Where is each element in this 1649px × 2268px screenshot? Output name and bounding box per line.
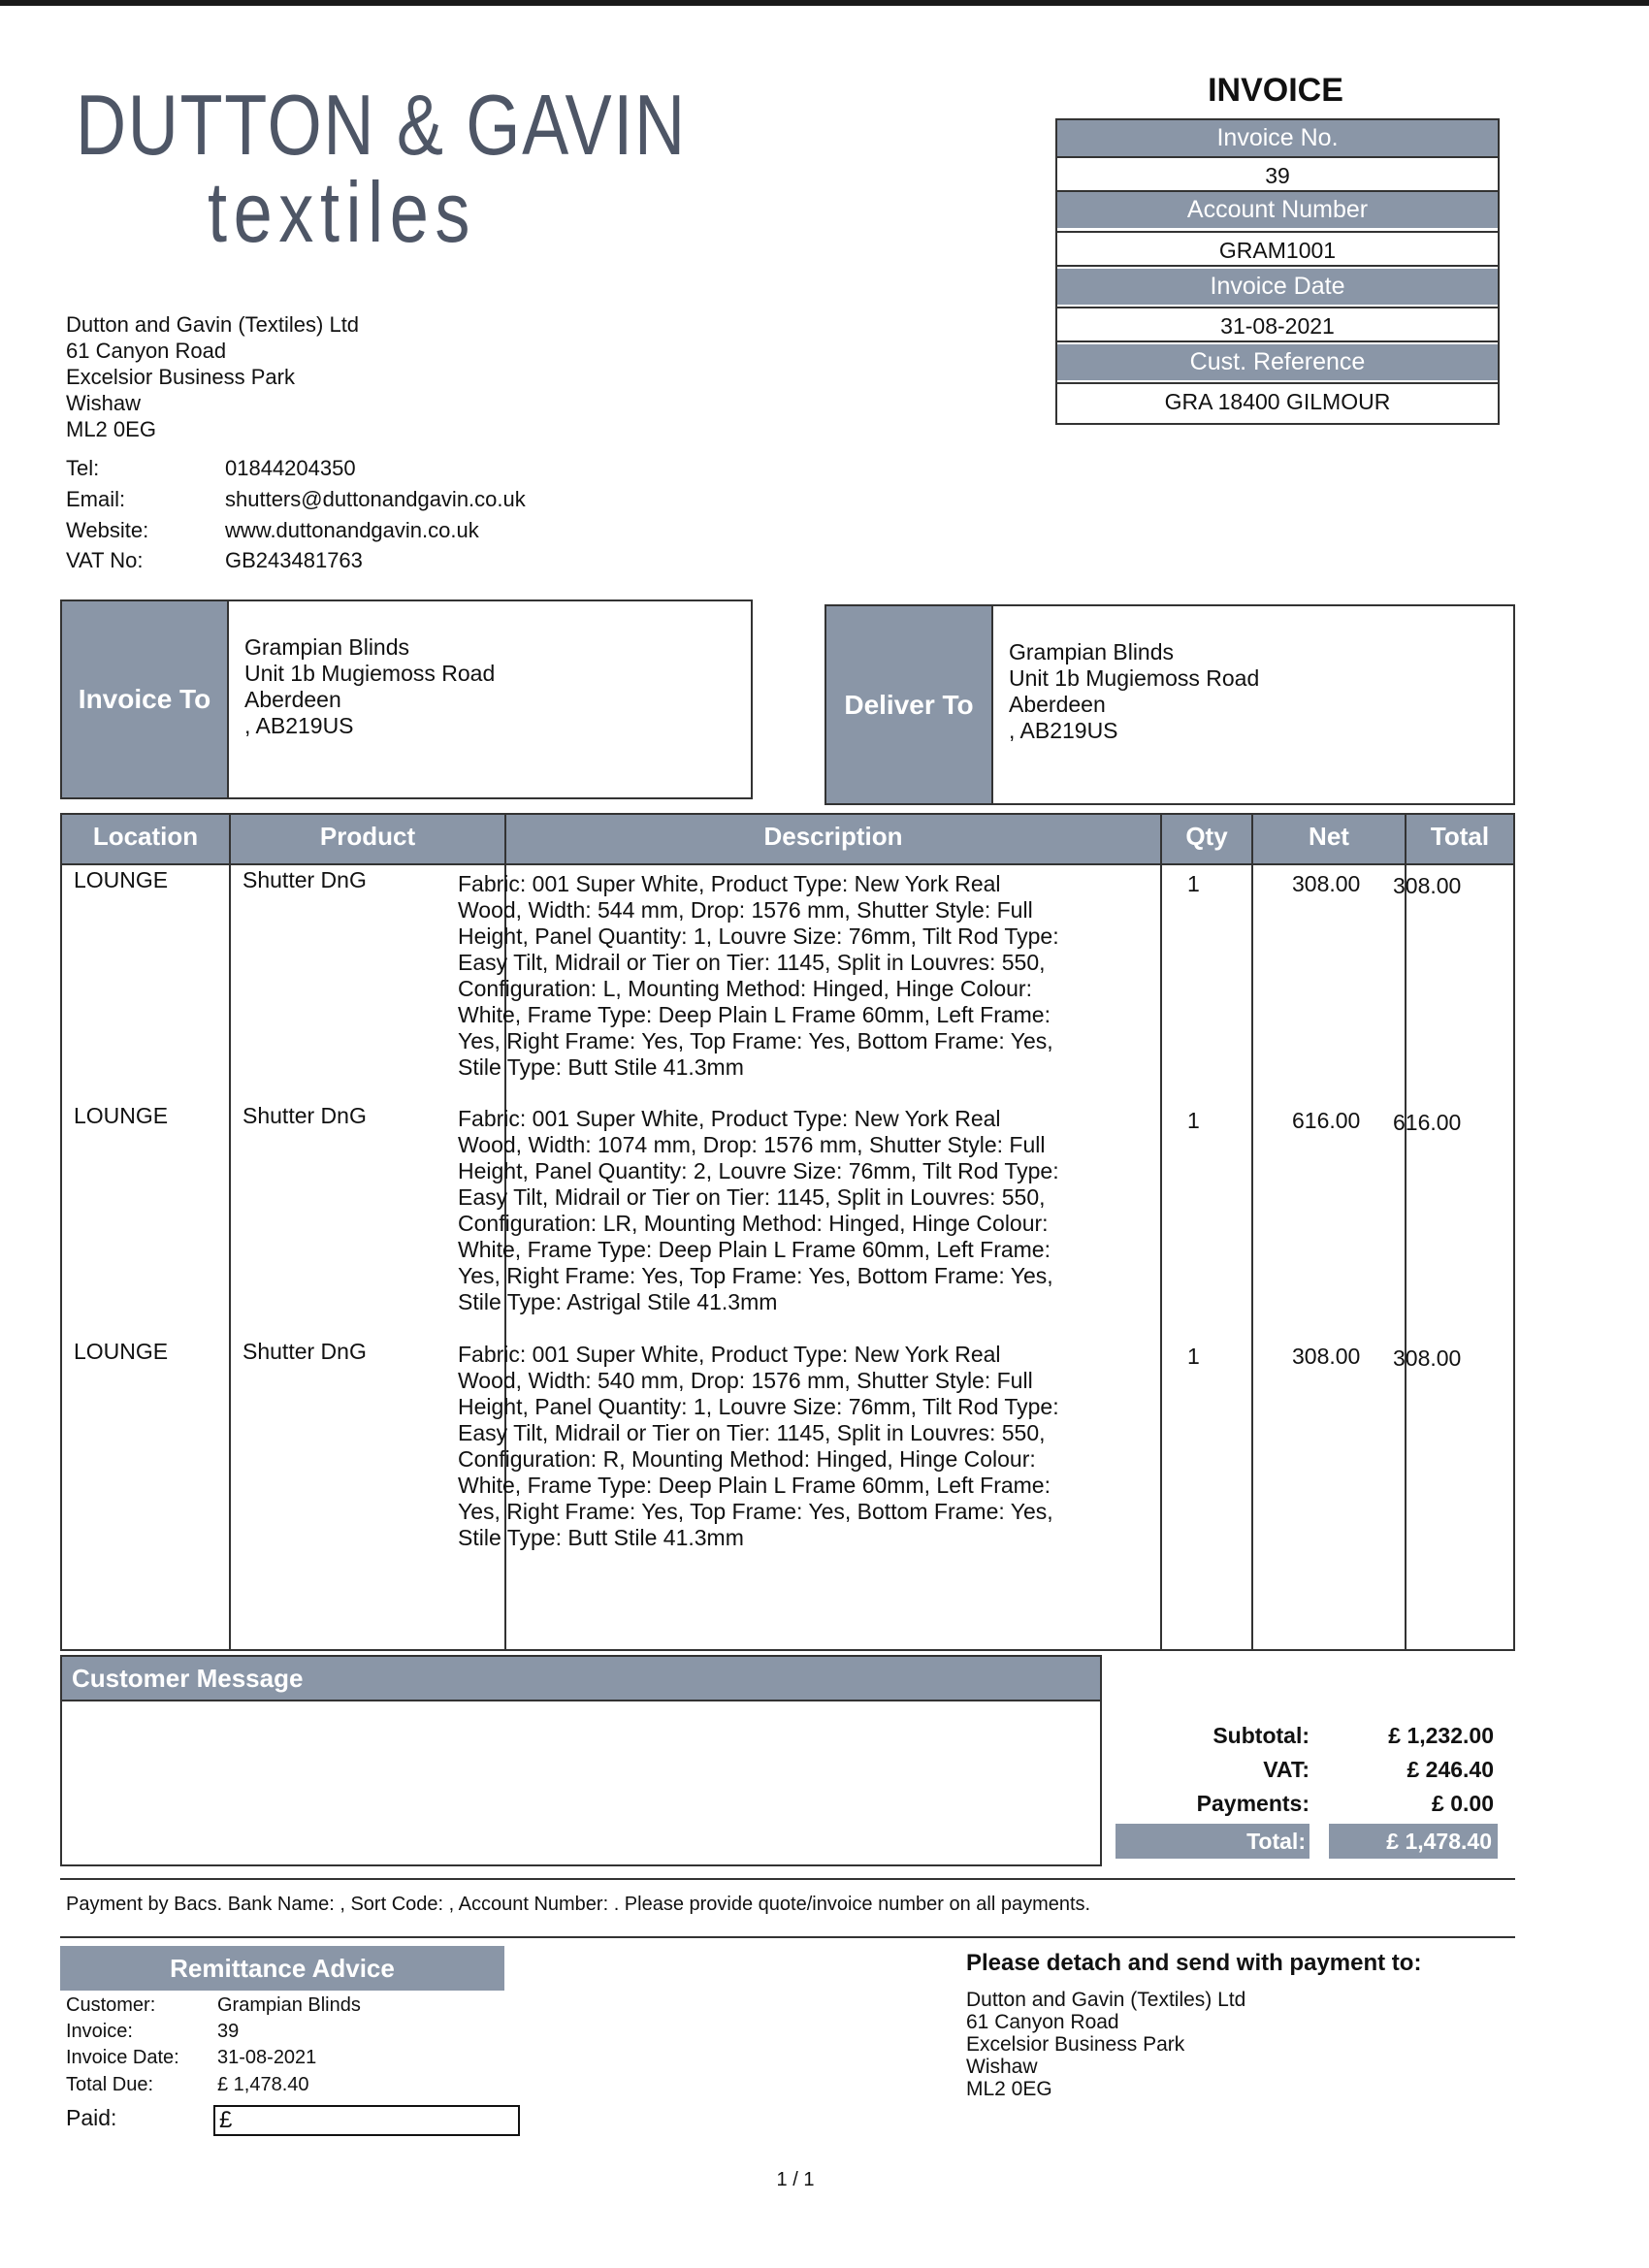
row-description bbox=[458, 1106, 1098, 1315]
vat-value: GB243481763 bbox=[225, 548, 363, 572]
grand-total-label-bar bbox=[1116, 1824, 1310, 1859]
remittance-heading: Remittance Advice bbox=[60, 1946, 504, 1991]
payment-note: Payment by Bacs. Bank Name: , Sort Code: , Account Number: . Please provide quote/invoice number on all payments. bbox=[66, 1894, 1091, 1915]
row-location: LOUNGE bbox=[74, 1339, 169, 1364]
row-qty: 1 bbox=[1187, 1108, 1200, 1133]
remit-date-value: 31-08-2021 bbox=[217, 2047, 317, 2068]
col-header-product: Product bbox=[231, 815, 506, 863]
tel-label: Tel: bbox=[66, 456, 100, 480]
vat-total-label: VAT: bbox=[1263, 1757, 1310, 1782]
detach-heading: Please detach and send with payment to: bbox=[966, 1950, 1422, 1976]
account-number-value: GRAM1001 bbox=[1057, 231, 1498, 267]
row-product: Shutter DnG bbox=[242, 1339, 367, 1364]
description-line: Easy Tilt, Midrail or Tier on Tier: 1145, Split in Louvres: 550, bbox=[458, 1420, 1046, 1445]
vat-total-value: £ 246.40 bbox=[1406, 1757, 1494, 1782]
deliver-to-address bbox=[1009, 639, 1259, 744]
row-qty: 1 bbox=[1187, 1344, 1200, 1369]
col-header-net: Net bbox=[1253, 815, 1406, 863]
grand-total-value: £ 1,478.40 bbox=[1386, 1829, 1492, 1854]
row-net: 308.00 bbox=[1292, 871, 1361, 896]
column-divider bbox=[1251, 815, 1253, 1649]
logo-subtitle: textiles bbox=[208, 164, 477, 260]
remit-total-due-value: £ 1,478.40 bbox=[217, 2074, 309, 2095]
company-postcode: ML2 0EG bbox=[66, 417, 156, 441]
invoice-to-line: , AB219US bbox=[244, 713, 354, 738]
remit-date-label: Invoice Date: bbox=[66, 2047, 179, 2068]
deliver-to-box bbox=[824, 604, 1515, 805]
line-items-table bbox=[60, 813, 1515, 1651]
invoice-to-address bbox=[244, 634, 495, 739]
email-label: Email: bbox=[66, 487, 126, 511]
invoice-to-line: Unit 1b Mugiemoss Road bbox=[244, 661, 496, 686]
col-header-description: Description bbox=[506, 815, 1162, 863]
row-product: Shutter DnG bbox=[242, 1103, 367, 1128]
col-header-location: Location bbox=[62, 815, 231, 863]
column-divider bbox=[229, 815, 231, 1649]
row-total: 308.00 bbox=[1393, 1345, 1462, 1371]
row-description bbox=[458, 1342, 1098, 1551]
invoice-no-value: 39 bbox=[1057, 156, 1498, 192]
description-line: Configuration: R, Mounting Method: Hinged, Hinge Colour: bbox=[458, 1446, 1036, 1472]
row-location: LOUNGE bbox=[74, 1103, 169, 1128]
subtotal-value: £ 1,232.00 bbox=[1388, 1723, 1494, 1748]
detach-address-line: Dutton and Gavin (Textiles) Ltd bbox=[966, 1989, 1246, 2011]
description-line: Stile Type: Butt Stile 41.3mm bbox=[458, 1054, 744, 1080]
grand-total-label: Total: bbox=[1246, 1829, 1306, 1854]
detach-address-line: Wishaw bbox=[966, 2056, 1038, 2078]
column-divider bbox=[1160, 815, 1162, 1649]
website-value[interactable]: www.duttonandgavin.co.uk bbox=[225, 518, 479, 542]
description-line: White, Frame Type: Deep Plain L Frame 60mm, Left Frame: bbox=[458, 1473, 1051, 1498]
logo-wordmark: DUTTON & GAVIN bbox=[76, 77, 687, 173]
cust-reference-label: Cust. Reference bbox=[1057, 344, 1498, 380]
description-line: Stile Type: Astrigal Stile 41.3mm bbox=[458, 1289, 778, 1314]
invoice-to-line: Grampian Blinds bbox=[244, 634, 410, 660]
row-product: Shutter DnG bbox=[242, 867, 367, 892]
deliver-to-line: , AB219US bbox=[1009, 718, 1118, 743]
payments-value: £ 0.00 bbox=[1432, 1791, 1494, 1816]
detach-address-line: ML2 0EG bbox=[966, 2078, 1052, 2100]
remit-customer-label: Customer: bbox=[66, 1994, 156, 2016]
description-line: White, Frame Type: Deep Plain L Frame 60mm, Left Frame: bbox=[458, 1002, 1051, 1027]
invoice-meta-box bbox=[1055, 118, 1500, 425]
paid-amount-field[interactable]: £ bbox=[213, 2105, 520, 2136]
description-line: Easy Tilt, Midrail or Tier on Tier: 1145, Split in Louvres: 550, bbox=[458, 1184, 1046, 1210]
customer-message-box bbox=[60, 1655, 1102, 1866]
description-line: Easy Tilt, Midrail or Tier on Tier: 1145, Split in Louvres: 550, bbox=[458, 950, 1046, 975]
company-town: Wishaw bbox=[66, 391, 142, 415]
detach-address-line: Excelsior Business Park bbox=[966, 2033, 1185, 2056]
row-total: 308.00 bbox=[1393, 873, 1462, 898]
header-divider bbox=[62, 863, 1513, 865]
invoice-date-label: Invoice Date bbox=[1057, 269, 1498, 305]
description-line: Height, Panel Quantity: 1, Louvre Size: 76mm, Tilt Rod Type: bbox=[458, 923, 1059, 949]
description-line: Height, Panel Quantity: 2, Louvre Size: 76mm, Tilt Rod Type: bbox=[458, 1158, 1059, 1183]
row-qty: 1 bbox=[1187, 871, 1200, 896]
col-header-total: Total bbox=[1406, 815, 1513, 863]
description-line: White, Frame Type: Deep Plain L Frame 60mm, Left Frame: bbox=[458, 1237, 1051, 1262]
description-line: Stile Type: Butt Stile 41.3mm bbox=[458, 1525, 744, 1550]
invoice-date-value: 31-08-2021 bbox=[1057, 307, 1498, 342]
invoice-to-tag: Invoice To bbox=[62, 601, 229, 797]
description-line: Configuration: LR, Mounting Method: Hinged, Hinge Colour: bbox=[458, 1211, 1049, 1236]
divider bbox=[60, 1936, 1515, 1938]
description-line: Yes, Right Frame: Yes, Top Frame: Yes, Bottom Frame: Yes, bbox=[458, 1499, 1053, 1524]
remit-invoice-label: Invoice: bbox=[66, 2021, 133, 2042]
divider bbox=[60, 1878, 1515, 1880]
row-net: 308.00 bbox=[1292, 1344, 1361, 1369]
description-line: Fabric: 001 Super White, Product Type: New York Real bbox=[458, 871, 1001, 896]
vat-label: VAT No: bbox=[66, 548, 144, 572]
customer-message-heading: Customer Message bbox=[62, 1657, 1100, 1701]
remit-customer-value: Grampian Blinds bbox=[217, 1994, 361, 2016]
description-line: Wood, Width: 540 mm, Drop: 1576 mm, Shutter Style: Full bbox=[458, 1368, 1033, 1393]
row-location: LOUNGE bbox=[74, 867, 169, 892]
deliver-to-line: Grampian Blinds bbox=[1009, 639, 1175, 664]
description-line: Fabric: 001 Super White, Product Type: New York Real bbox=[458, 1342, 1001, 1367]
row-description bbox=[458, 871, 1098, 1081]
subtotal-label: Subtotal: bbox=[1212, 1723, 1310, 1748]
remit-invoice-value: 39 bbox=[217, 2021, 240, 2042]
invoice-to-line: Aberdeen bbox=[244, 687, 341, 712]
description-line: Wood, Width: 1074 mm, Drop: 1576 mm, Shutter Style: Full bbox=[458, 1132, 1046, 1157]
description-line: Yes, Right Frame: Yes, Top Frame: Yes, Bottom Frame: Yes, bbox=[458, 1263, 1053, 1288]
remit-total-due-label: Total Due: bbox=[66, 2074, 154, 2095]
payments-label: Payments: bbox=[1196, 1791, 1310, 1816]
invoice-title: INVOICE bbox=[1208, 72, 1343, 109]
description-line: Height, Panel Quantity: 1, Louvre Size: 76mm, Tilt Rod Type: bbox=[458, 1394, 1059, 1419]
invoice-no-label: Invoice No. bbox=[1057, 120, 1498, 156]
website-label: Website: bbox=[66, 518, 149, 542]
invoice-to-box bbox=[60, 599, 753, 799]
deliver-to-tag: Deliver To bbox=[826, 606, 993, 803]
row-total: 616.00 bbox=[1393, 1110, 1462, 1135]
description-line: Fabric: 001 Super White, Product Type: New York Real bbox=[458, 1106, 1001, 1131]
account-number-label: Account Number bbox=[1057, 192, 1498, 228]
row-net: 616.00 bbox=[1292, 1108, 1361, 1133]
tel-value: 01844204350 bbox=[225, 456, 356, 480]
cust-reference-value: GRA 18400 GILMOUR bbox=[1057, 382, 1498, 418]
company-street: 61 Canyon Road bbox=[66, 339, 227, 363]
description-line: Wood, Width: 544 mm, Drop: 1576 mm, Shutter Style: Full bbox=[458, 897, 1033, 923]
company-name: Dutton and Gavin (Textiles) Ltd bbox=[66, 312, 360, 337]
description-line: Configuration: L, Mounting Method: Hinged, Hinge Colour: bbox=[458, 976, 1032, 1001]
deliver-to-line: Aberdeen bbox=[1009, 692, 1106, 717]
email-value[interactable]: shutters@duttonandgavin.co.uk bbox=[225, 487, 526, 511]
page-number: 1 / 1 bbox=[776, 2169, 815, 2190]
col-header-qty: Qty bbox=[1162, 815, 1253, 863]
company-park: Excelsior Business Park bbox=[66, 365, 295, 389]
deliver-to-line: Unit 1b Mugiemoss Road bbox=[1009, 665, 1260, 691]
grand-total-value-bar bbox=[1329, 1824, 1498, 1859]
column-divider bbox=[1405, 815, 1406, 1649]
detach-address-line: 61 Canyon Road bbox=[966, 2011, 1119, 2033]
description-line: Yes, Right Frame: Yes, Top Frame: Yes, Bottom Frame: Yes, bbox=[458, 1028, 1053, 1053]
scan-edge bbox=[0, 0, 1649, 6]
paid-label: Paid: bbox=[66, 2105, 117, 2130]
